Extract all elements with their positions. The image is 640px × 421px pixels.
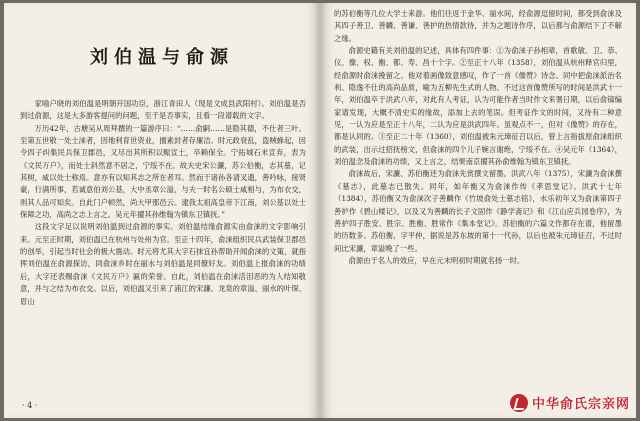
chapter-title: 刘伯温与俞源 [90,47,234,68]
paragraph: 万历42年，古塘吴从周拜撰的一篇游序曰：“……俞嗣……是隐其德，不仕者三叶。至第五世敬一处士涞者，因地利育世资业，擅素封者存廉洁。时元政衰乱，盗贼蜂起，因令四子纠集民兵保卫郡邑，又尽出其所积以赈宣土，卒赖保全。宁拓城石米宣弃，表为《文民万户》，而处士斜然意不居之，宁绥不在。故夫史宋公濂，苏公伯衡，志其墓，记其树，咸以处士称焉。意亦有以知其志之所在者耳。然而于诸孙各请叉遗，善吟咏，接贤豪，行满所事，若诚意伯刘公基，大中丞章公溢，与夫一时名公硕士咸相与，为布衣交，则其人品可知矣。自此门户顿然，尚大甲那邑云。逮我太祖高皇帝下江南，刘公基以处士保障之功，高尚之志上言之。吴元年擢其孙维翰为镇东卫镇抚。” [20,123,306,220]
paragraph: 俞源史籍有关刘伯温的记述，具体有四件事：①为俞涞子孙相辈，首歌敏、卫、恭、仪、像、权、衡、都、寿、昌十个字。②至正十八年（1358），刘伯温从杭州释官归里，经俞源时俞涞挽留之。他对着画像致意感叹，作了一首《像赞》诗念。同中把俞涞派治名利、隐逸不仕的高尚品质，喻为五柳先生式的人物。不过这首像赞所写的时间是洪武十一年，刘伯温卒于洪武八年，对此有人考证，认为可能作者当时作文来署日期，以后俞镐编家谱发现，大概不清史实的缘故，添加上去的笔误。但考证作文的时间，又待有二种意见，一认为应是至正十八年，二认为应是洪武四年。虽观点不一，但对《像赞》的存在，都是认同的。③至正二十年（1360），刘伯温被朱元璋征召以后，曾上言指拔原俞涞组织的武装，出示过招抚榜文，但俞涞的四个儿子婉言谢绝，宁绥不在。④吴元年（1364），刘伯温念及俞涞的功绩，又上言之，结果南京擢其孙俞维翰为镇东卫镇抚。 [334,46,622,167]
book-spread [4,3,636,418]
left-page-text [20,98,306,394]
right-page-text [334,8,622,410]
site-watermark [510,393,630,412]
watermark-text: 中华俞氏宗亲网 [531,397,630,412]
paragraph: 家喻户晓的刘伯温是明朝开国功臣，浙江青田人（现是文成县武阳村）。刘伯温是否到过俞源，这是大多游客提问的问题，至于是否事实，且看一段谱载的文字。 [20,99,306,121]
right-page [320,3,636,418]
paragraph: 这段文字足以说明刘伯温到过俞源的事实。刘伯温结缘俞源实由俞涞的文字影响引来。元至正时期，刘伯温已在杭州与处州为官。至正十四年，俞涞组织民兵武装保卫郡邑的创举，引起当时社会的极大震动。时元将尤其大字石抹宜孙帮助开闻俞涞的文策，就指挥刘伯温在俞源探访，同俞涞乡时在丽水与刘伯温是同僚好友。刘伯温上报俞涞的功绩后，大字还表赐俞涞《文民万户》匾的荣誉。自此，刘伯温在俞涞活泪恶的为人结知敬意，并与之结为布衣交。以后，刘伯温又引来了浦江的宋濂、龙泉的章溢、丽水的叶琛、眉山 [20,222,306,306]
paragraph: 的苏伯衡等几位大学士来游。他们往返于金华、丽水间，经俞源逗留时间，都受到俞涞及其四子善卫、善麟、善谦、善护的热情款待，并为之题诗作序，以后都与俞源结下了不解之缘。 [334,9,622,43]
paragraph: 俞涞故后，宋濂、苏伯衡还为俞涞先赏撰文留墨。洪武八年（1375），宋濂为俞涞撰《墓志》，此墓志已散失。同年，如年衡又为俞涞作传《孝思堂记》。洪武十七年（1384），苏伯衡又为俞涞次子善麟作《竹坡俞处士墓志铭》，水乐初年又为俞涞第四子善护作《碧山楼记》，以及又为善麟的长子文固作《静学斋记》和《江山应兵园卷序》，为善护四子胜安、胜宗、胜衡、胜常作《集本堂记》。苏伯衡的六篇文作都存在谱，他留墨的历数多。苏伯衡，字平仲，据说是苏东坡的第十一代孙，以后也被朱元璋征召，不过时间比宋濂，章溢晚了一些。 [334,169,622,253]
red-circle-logo-icon [510,394,528,412]
paragraph: 俞源由于名人的效应，早在元末明初时期就名扬一时。 [348,255,525,265]
page-number: · 4 · [22,401,38,410]
left-page [4,3,320,418]
